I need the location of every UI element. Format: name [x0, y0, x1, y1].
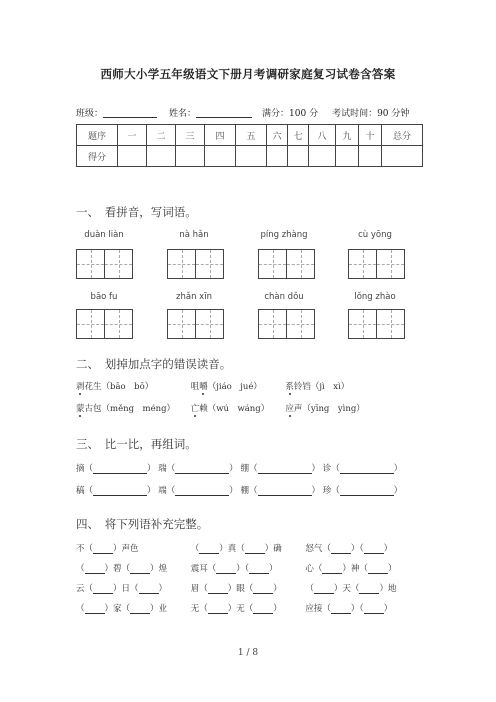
header-cell: 总分 [382, 125, 423, 146]
idiom-item[interactable]: 怒气（ ）（ ） [305, 544, 393, 554]
score-cell[interactable] [205, 146, 236, 167]
compare-item[interactable]: 棚（ ） [240, 486, 321, 496]
idiom-item[interactable]: 云（ ）日（ ） [76, 584, 168, 594]
header-cell: 七 [288, 125, 309, 146]
idiom-item[interactable]: 心（ ）神（ ） [305, 564, 397, 574]
idiom-item[interactable]: 无（ ）无（ ） [190, 604, 282, 614]
score-cell[interactable] [309, 146, 336, 167]
pronunciation-item[interactable]: 咀嚼（jiáo jué） [190, 382, 262, 392]
score-cell[interactable] [118, 146, 147, 167]
idiom-item[interactable]: （ ）碧（ ）煌 [76, 564, 168, 574]
score-cell[interactable] [288, 146, 309, 167]
pronunciation-item[interactable]: 剥花生（bāo bō） [76, 382, 154, 392]
compare-item[interactable]: 绷（ ） [240, 464, 321, 474]
header-cell: 九 [336, 125, 359, 146]
header-cell: 一 [118, 125, 147, 146]
exam-time: 考试时间：90 分钟 [332, 109, 410, 119]
name-label: 姓名： [169, 109, 197, 119]
score-cell[interactable] [267, 146, 288, 167]
writing-box-8[interactable] [348, 309, 405, 339]
pronunciation-item[interactable]: 系铃铛（jì xì） [285, 382, 350, 392]
header-cell: 三 [176, 125, 205, 146]
header-cell: 八 [309, 125, 336, 146]
exam-info [76, 106, 426, 119]
header-cell: 六 [267, 125, 288, 146]
name-blank[interactable] [196, 107, 252, 118]
idiom-item[interactable]: 不（ ）声色 [76, 544, 139, 554]
compare-item[interactable]: 摘（ ） [76, 464, 156, 474]
writing-box-3[interactable] [258, 249, 315, 279]
idiom-item[interactable]: （ ）家（ ）业 [76, 604, 168, 614]
score-cell[interactable] [382, 146, 423, 167]
pinyin-7: chàn dǒu [264, 292, 304, 302]
idiom-row-3 [76, 582, 396, 594]
section-4-heading: 四、 将下列语补充完整。 [76, 517, 209, 531]
writing-box-4[interactable] [348, 249, 405, 279]
compare-item[interactable]: 瑞（ ） [158, 464, 238, 474]
header-cell: 十 [359, 125, 382, 146]
compare-row-1 [76, 462, 402, 474]
pinyin-2: nà hǎn [179, 230, 209, 240]
writing-box-1[interactable] [76, 249, 133, 279]
idiom-item[interactable]: （ ）真（ ）确 [190, 544, 282, 554]
idiom-row-1 [76, 542, 392, 554]
class-label: 班级： [76, 109, 104, 119]
score-table-row [77, 146, 423, 167]
pronunciation-row-1 [76, 380, 349, 392]
writing-box-6[interactable] [167, 309, 224, 339]
pinyin-3: píng zhàng [260, 230, 308, 240]
section-2-heading: 二、 划掉加点字的错误读音。 [76, 357, 232, 371]
compare-row-2 [76, 484, 402, 496]
writing-box-5[interactable] [76, 309, 133, 339]
score-cell[interactable] [147, 146, 176, 167]
full-score: 满分：100 分 [262, 109, 319, 119]
pronunciation-item[interactable]: 应声（yīng yìng） [285, 404, 365, 414]
compare-item[interactable]: 稿（ ） [76, 486, 156, 496]
writing-box-7[interactable] [258, 309, 315, 339]
row-label: 得分 [77, 146, 118, 167]
score-cell[interactable] [176, 146, 205, 167]
idiom-row-2 [76, 562, 396, 574]
header-cell: 五 [236, 125, 267, 146]
pronunciation-item[interactable]: 蒙古包（měng méng） [76, 404, 176, 414]
header-cell: 二 [147, 125, 176, 146]
page-number: 1 / 8 [237, 648, 259, 658]
section-3-heading: 三、 比一比，再组词。 [76, 437, 197, 451]
class-blank[interactable] [103, 107, 157, 118]
pronunciation-row-2 [76, 402, 365, 414]
pinyin-5: bāo fu [90, 292, 118, 302]
page-title: 西师大小学五年级语文下册月考调研家庭复习试卷含答案 [100, 67, 396, 81]
idiom-row-4 [76, 602, 392, 614]
idiom-item[interactable]: 应接（ ）（ ） [305, 604, 393, 614]
idiom-item[interactable]: 震耳（ ）（ ） [190, 564, 278, 574]
pinyin-4: cù yōng [358, 230, 392, 240]
pronunciation-item[interactable]: 亡赖（wú wáng） [190, 404, 270, 414]
score-table-header [77, 125, 423, 146]
pinyin-6: zhǎn xīn [176, 292, 212, 302]
compare-item[interactable]: 珍（ ） [322, 486, 403, 496]
idiom-item[interactable]: 眉（ ）眼（ ） [190, 584, 282, 594]
score-cell[interactable] [336, 146, 359, 167]
score-table [76, 124, 423, 167]
pinyin-1: duàn liàn [84, 230, 124, 240]
writing-box-2[interactable] [167, 249, 224, 279]
header-cell: 四 [205, 125, 236, 146]
score-cell[interactable] [236, 146, 267, 167]
header-cell: 题序 [77, 125, 118, 146]
score-cell[interactable] [359, 146, 382, 167]
section-1-heading: 一、 看拼音，写词语。 [76, 205, 197, 219]
pinyin-8: lǒng zhào [354, 292, 396, 302]
idiom-item[interactable]: （ ）天（ ）地 [305, 584, 397, 594]
compare-item[interactable]: 诊（ ） [322, 464, 403, 474]
compare-item[interactable]: 端（ ） [158, 486, 238, 496]
